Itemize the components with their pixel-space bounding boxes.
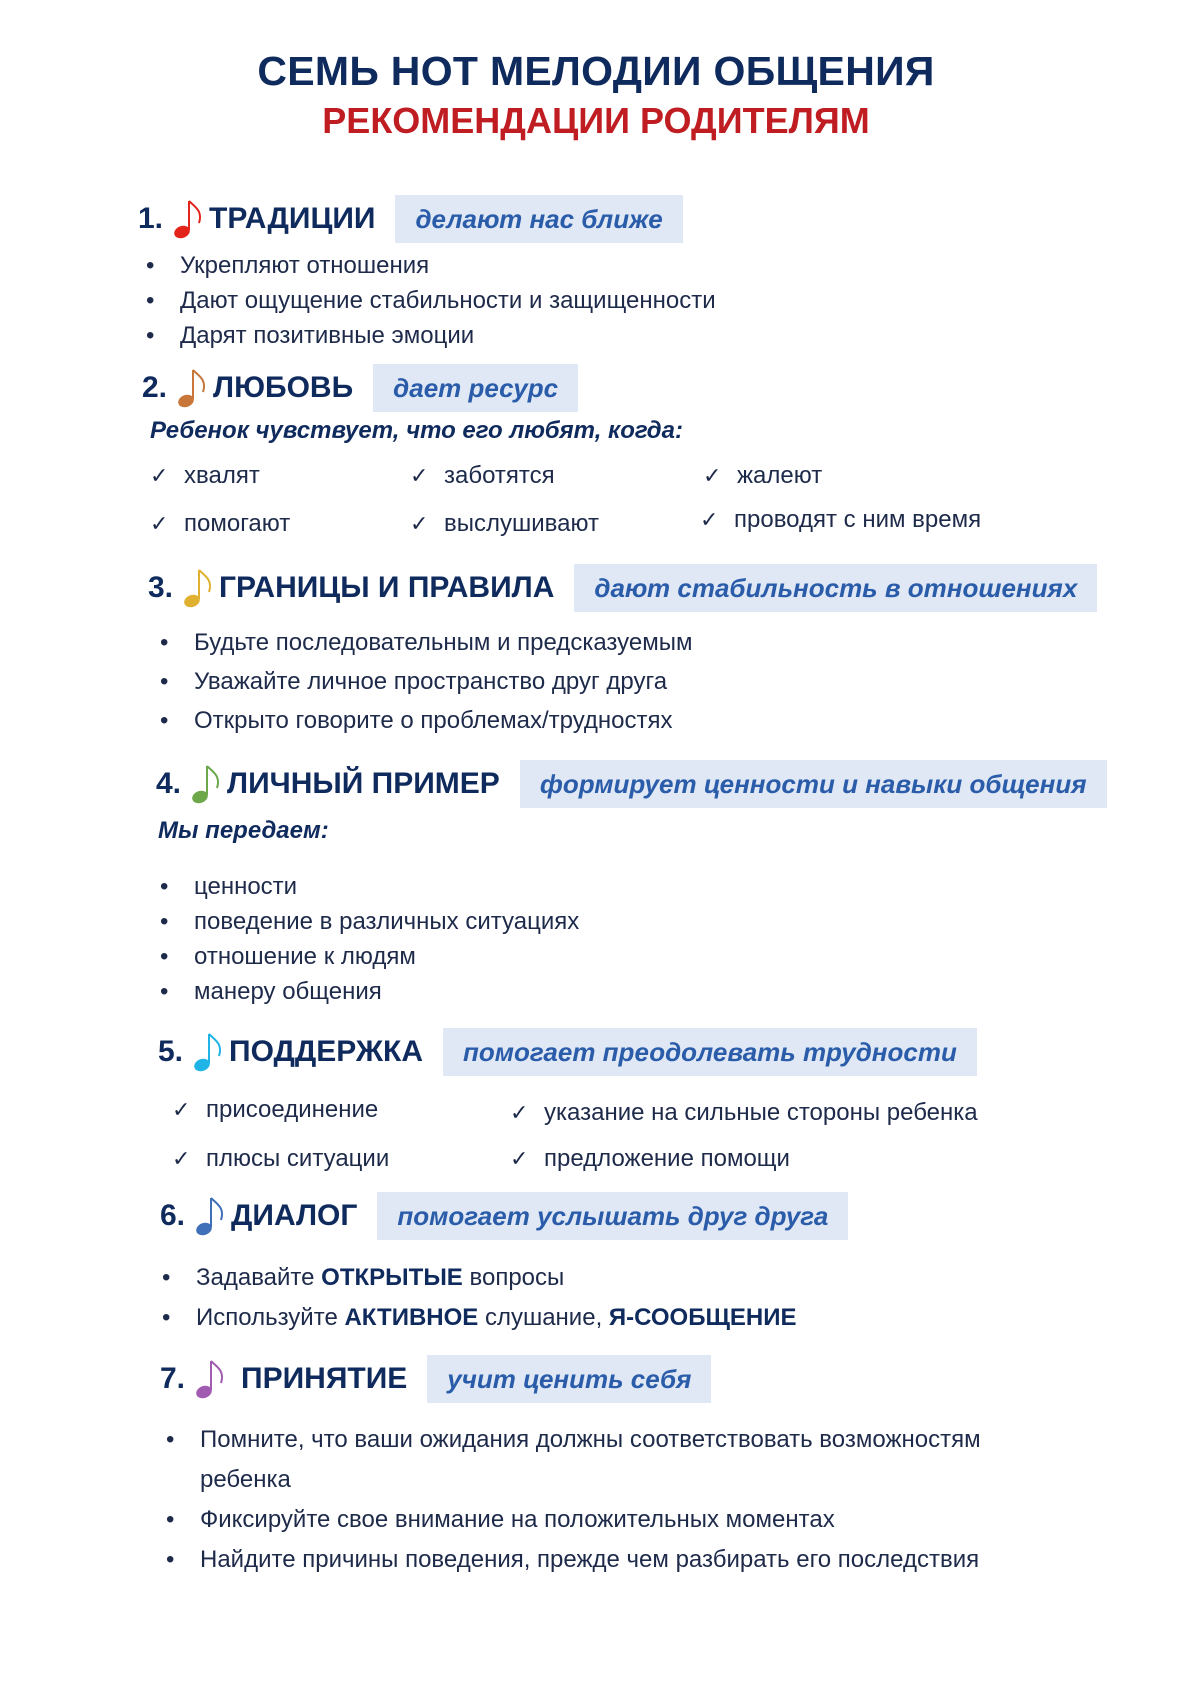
check-icon: ✓ — [172, 1097, 191, 1122]
music-note-icon — [175, 366, 209, 410]
section-4-list — [160, 869, 579, 1009]
check-item: ✓ плюсы ситуации — [172, 1145, 390, 1172]
section-tag: дает ресурс — [373, 364, 578, 412]
music-note-icon — [191, 1030, 225, 1074]
check-item: ✓ присоединение — [172, 1096, 379, 1123]
section-tag: помогает преодолевать трудности — [443, 1028, 977, 1076]
section-title: ЛЮБОВЬ — [213, 371, 354, 404]
check-item: ✓ проводят с ним время — [700, 506, 982, 533]
check-item: ✓ указание на сильные стороны ребенка — [510, 1099, 978, 1126]
section-4-lead: Мы передаем: — [158, 817, 329, 844]
section-title: ЛИЧНЫЙ ПРИМЕР — [227, 767, 500, 800]
section-title: ГРАНИЦЫ И ПРАВИЛА — [219, 571, 555, 604]
list-item: • ценности — [160, 869, 579, 904]
check-icon: ✓ — [150, 511, 169, 536]
section-number: 1. — [138, 202, 164, 235]
list-item: • Задавайте ОТКРЫТЫЕ вопросы — [162, 1258, 797, 1298]
check-item: ✓ выслушивают — [410, 510, 599, 537]
section-7-list — [166, 1420, 1066, 1580]
section-tag: дают стабильность в отношениях — [574, 564, 1097, 612]
check-icon: ✓ — [510, 1146, 529, 1171]
page-title: СЕМЬ НОТ МЕЛОДИИ ОБЩЕНИЯ — [257, 48, 935, 94]
check-item: ✓ хвалят — [150, 462, 260, 489]
section-2-lead: Ребенок чувствует, что его любят, когда: — [150, 417, 683, 444]
section-tag: помогает услышать друг друга — [377, 1192, 848, 1240]
list-item: • поведение в различных ситуациях — [160, 904, 579, 939]
section-4-header — [156, 760, 1107, 808]
list-item: • Уважайте личное пространство друг друга — [160, 662, 692, 701]
list-item: • Используйте АКТИВНОЕ слушание, Я-СООБЩЕНИЕ — [162, 1298, 797, 1338]
check-item: ✓ предложение помощи — [510, 1145, 790, 1172]
list-item: • отношение к людям — [160, 939, 579, 974]
section-title: ДИАЛОГ — [231, 1199, 358, 1232]
list-item: • Открыто говорите о проблемах/трудностях — [160, 701, 692, 740]
section-title: ПРИНЯТИЕ — [241, 1362, 408, 1395]
list-item: • манеру общения — [160, 974, 579, 1009]
music-note-icon — [193, 1194, 227, 1238]
section-title: ТРАДИЦИИ — [209, 202, 376, 235]
section-2-header — [142, 364, 578, 412]
check-icon: ✓ — [510, 1100, 529, 1125]
section-number: 2. — [142, 371, 168, 404]
check-icon: ✓ — [700, 507, 719, 532]
section-tag: делают нас ближе — [395, 195, 682, 243]
list-item: • Помните, что ваши ожидания должны соответствовать возможностям ребенка — [166, 1420, 1066, 1500]
section-tag: формирует ценности и навыки общения — [520, 760, 1107, 808]
section-number: 7. — [160, 1362, 186, 1395]
check-item: ✓ заботятся — [410, 462, 555, 489]
list-item: • Укрепляют отношения — [146, 248, 716, 283]
check-item: ✓ жалеют — [703, 462, 823, 489]
section-number: 3. — [148, 571, 174, 604]
check-icon: ✓ — [703, 463, 722, 488]
list-item: • Фиксируйте свое внимание на положительных моментах — [166, 1500, 1066, 1540]
section-3-header — [148, 564, 1097, 612]
list-item: • Дарят позитивные эмоции — [146, 318, 716, 353]
section-6-header — [160, 1192, 848, 1240]
page-subtitle: РЕКОМЕНДАЦИИ РОДИТЕЛЯМ — [322, 100, 870, 141]
check-icon: ✓ — [410, 511, 429, 536]
section-number: 6. — [160, 1199, 186, 1232]
list-item: • Найдите причины поведения, прежде чем разбирать его последствия — [166, 1540, 1066, 1580]
list-item: • Будьте последовательным и предсказуемым — [160, 623, 692, 662]
section-tag: учит ценить себя — [427, 1355, 711, 1403]
section-number: 5. — [158, 1035, 184, 1068]
music-note-icon — [193, 1357, 227, 1401]
check-icon: ✓ — [172, 1146, 191, 1171]
check-item: ✓ помогают — [150, 510, 291, 537]
section-7-header — [160, 1355, 711, 1403]
list-item: • Дают ощущение стабильности и защищенности — [146, 283, 716, 318]
section-3-list — [160, 623, 692, 740]
check-icon: ✓ — [150, 463, 169, 488]
music-note-icon — [181, 566, 215, 610]
section-1-list — [146, 248, 716, 353]
check-icon: ✓ — [410, 463, 429, 488]
section-1-header — [138, 195, 683, 243]
section-5-header — [158, 1028, 977, 1076]
music-note-icon — [189, 762, 223, 806]
music-note-icon — [171, 197, 205, 241]
section-number: 4. — [156, 767, 182, 800]
section-6-list — [162, 1258, 797, 1338]
section-title: ПОДДЕРЖКА — [229, 1035, 423, 1068]
